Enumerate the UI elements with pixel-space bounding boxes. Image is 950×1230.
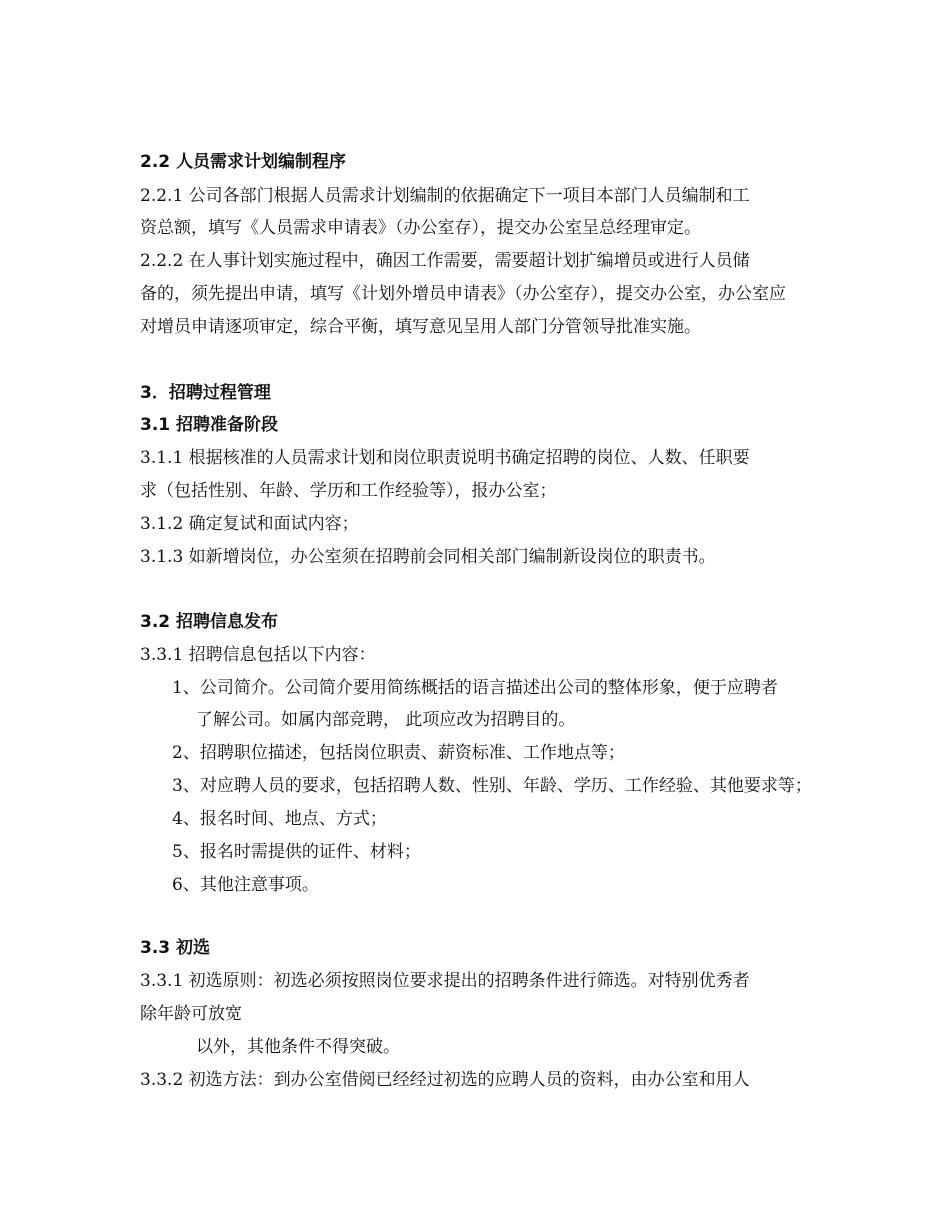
paragraph-2-2-1-line-2: 资总额，填写《人员需求申请表》（办公室存），提交办公室呈总经理审定。 bbox=[140, 218, 701, 238]
paragraph-2-2-2-line-2: 备的，须先提出申请，填写《计划外增员申请表》（办公室存），提交办公室，办公室应 bbox=[140, 284, 786, 304]
paragraph-3-3-2-line-1: 3.3.2 初选方法：到办公室借阅已经经过初选的应聘人员的资料，由办公室和用人 bbox=[140, 1070, 750, 1090]
list-item-6: 6、其他注意事项。 bbox=[172, 875, 319, 895]
paragraph-3-1-3: 3.1.3 如新增岗位，办公室须在招聘前会同相关部门编制新设岗位的职责书。 bbox=[140, 547, 716, 567]
paragraph-2-2-1-line-1: 2.2.1 公司各部门根据人员需求计划编制的依据确定下一项目本部门人员编制和工 bbox=[140, 186, 750, 206]
paragraph-3-3-1-line-3: 以外，其他条件不得突破。 bbox=[196, 1037, 400, 1057]
paragraph-2-2-2-line-1: 2.2.2 在人事计划实施过程中，确因工作需要，需要超计划扩编增员或进行人员储 bbox=[140, 251, 750, 271]
list-item-1-line-1: 1、公司简介。公司简介要用简练概括的语言描述出公司的整体形象，便于应聘者 bbox=[172, 678, 778, 698]
section-heading-3-1: 3.1 招聘准备阶段 bbox=[140, 415, 279, 435]
paragraph-3-1-1-line-1: 3.1.1 根据核准的人员需求计划和岗位职责说明书确定招聘的岗位、人数、任职要 bbox=[140, 448, 750, 468]
paragraph-3-3-1-line-1: 3.3.1 初选原则：初选必须按照岗位要求提出的招聘条件进行筛选。对特别优秀者 bbox=[140, 971, 750, 991]
section-heading-2-2: 2.2 人员需求计划编制程序 bbox=[140, 152, 347, 172]
paragraph-3-1-2: 3.1.2 确定复试和面试内容； bbox=[140, 514, 359, 534]
section-heading-3-2: 3.2 招聘信息发布 bbox=[140, 612, 279, 632]
paragraph-3-3-1-line-2: 除年龄可放宽 bbox=[140, 1004, 242, 1024]
list-item-3: 3、对应聘人员的要求，包括招聘人数、性别、年龄、学历、工作经验、其他要求等； bbox=[172, 776, 812, 796]
paragraph-3-1-1-line-2: 求（包括性别、年龄、学历和工作经验等），报办公室； bbox=[140, 481, 557, 501]
section-heading-3-3: 3.3 初选 bbox=[140, 938, 211, 958]
paragraph-2-2-2-line-3: 对增员申请逐项审定，综合平衡，填写意见呈用人部门分管领导批准实施。 bbox=[140, 317, 701, 337]
list-item-5: 5、报名时需提供的证件、材料； bbox=[172, 842, 421, 862]
list-item-1-line-2: 了解公司。如属内部竞聘， 此项应改为招聘目的。 bbox=[196, 710, 576, 730]
paragraph-3-3-1-intro: 3.3.1 招聘信息包括以下内容： bbox=[140, 645, 376, 665]
list-item-2: 2、招聘职位描述，包括岗位职责、薪资标准、工作地点等； bbox=[172, 743, 625, 763]
list-item-4: 4、报名时间、地点、方式； bbox=[172, 809, 387, 829]
section-heading-3: 3．招聘过程管理 bbox=[140, 383, 271, 403]
